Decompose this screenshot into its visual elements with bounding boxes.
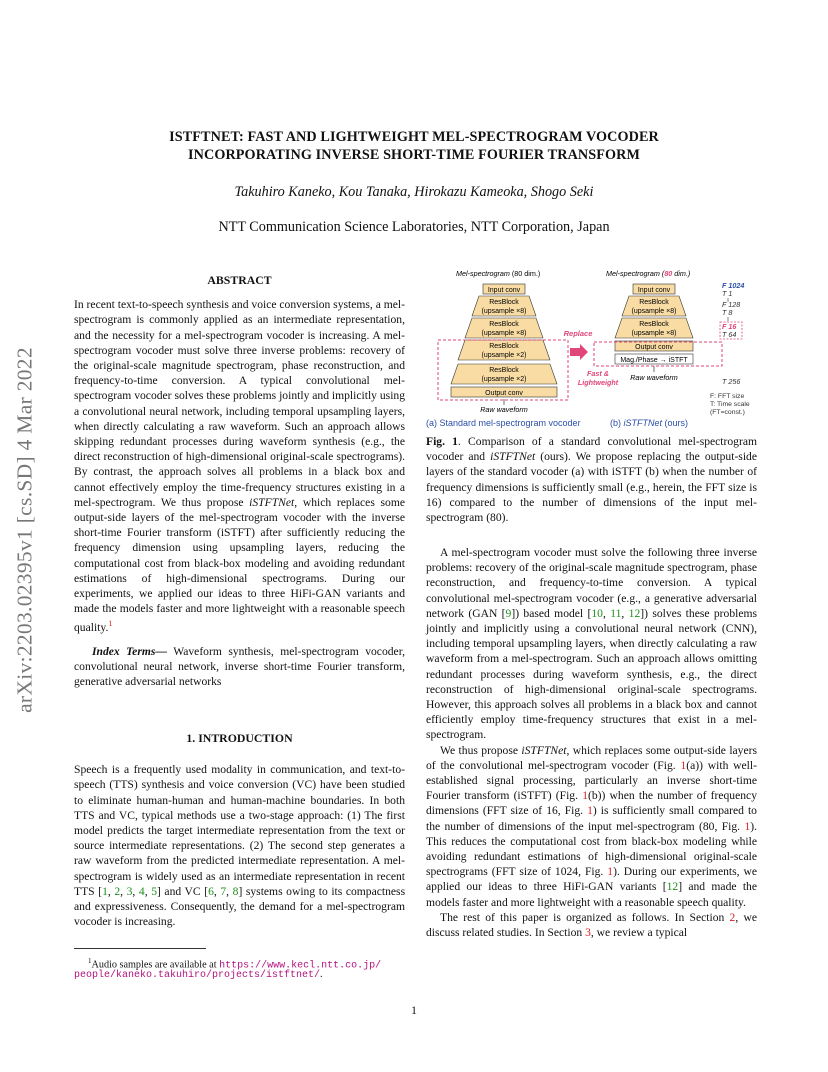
subfigure-b-caption: (b) iSTFTNet (ours): [610, 418, 689, 428]
intro-paragraph-2: A mel-spectrogram vocoder must solve the following three inverse problems: recovery of the original-scale magnitude spectrogram, phase reconstruction, and frequency-to-time conversion. A typical convolutional mel-spectrogram vocoder (e.g., a generative adversarial network (GAN [9]) based model [10, 11, 12]) solves these problems jointly and implicitly using a convolutional neural network (CNN), including temporal upsampling layers, when directly calculating a raw waveform from a mel-spectrogram. Such an approach allows omitting redundant processes during waveform synthesis, e.g., the direct reconstruction of high-dimensional original-scale spectrograms. However, this approach solves all problems in a black box and cannot efficiently employ time-frequency structures that exist in a mel-spectrogram.: [426, 546, 758, 742]
abstract-section: [74, 273, 405, 689]
citation-link[interactable]: 3: [126, 884, 133, 898]
svg-text:ResBlock: ResBlock: [489, 299, 519, 306]
arxiv-stamp: [10, 300, 40, 760]
footnote-continued: people/kaneko.takuhiro/projects/istftnet/.: [74, 969, 323, 981]
svg-text:T 64: T 64: [722, 330, 737, 339]
citation-link[interactable]: 4: [138, 884, 145, 898]
svg-text:(upsample ×8): (upsample ×8): [631, 308, 677, 315]
svg-text:ResBlock: ResBlock: [639, 321, 669, 328]
citation-link[interactable]: 10: [591, 606, 603, 620]
svg-text:(upsample ×8): (upsample ×8): [481, 330, 527, 337]
title-line-1: ISTFTNET: FAST AND LIGHTWEIGHT MEL-SPECTROGRAM VOCODER: [169, 129, 659, 145]
page-number: 1: [411, 1003, 417, 1017]
intro-paragraph-3: We thus propose iSTFTNet, which replaces some output-side layers of the convolutional mel-spectrogram vocoder (Fig. 1(a)) with well-established signal processing, particularly an inverse short-time Fourier transform (iSTFT) (Fig. 1(b)) when the number of frequency dimensions (FFT size of 16, Fig. 1) is sufficiently small compared to the number of dimensions of the input mel-spectrogram (80, Fig. 1). This reduces the computational cost from black-box modeling while avoiding redundant estimations of high-dimensional original-scale spectrograms (FFT size of 1024, Fig. 1). During our experiments, we applied our ideas to three HiFi-GAN variants [12] and made the models faster and more lightweight with a reasonable speech quality.: [426, 743, 757, 909]
svg-text:Output conv: Output conv: [635, 344, 673, 351]
svg-text:(FT=const.): (FT=const.): [710, 409, 745, 416]
svg-text:T: Time scale: T: Time scale: [710, 401, 750, 408]
section-ref-link[interactable]: 2: [729, 910, 736, 924]
svg-text:F 16: F 16: [722, 322, 737, 331]
figure-ref-link[interactable]: 1: [744, 819, 751, 833]
footnote: $^1$Audio samples are available at https://www.kecl.ntt.co.jp/: [88, 957, 382, 972]
footnote-rule: [74, 948, 206, 949]
svg-text:F 1024: F 1024: [722, 281, 745, 290]
svg-text:Output conv: Output conv: [485, 390, 523, 397]
svg-text:ResBlock: ResBlock: [489, 367, 519, 374]
mel-input-label-b: Mel-spectrogram (80 dim.): [606, 269, 691, 278]
figure-1-caption: Fig. 1. Comparison of a standard convolutional mel-spectrogram vocoder and iSTFTNet (ours). We propose replacing the output-side layers of the standard vocoder (a) with iSTFT (b) when the number of frequency dimensions is sufficiently small (e.g., herein, the FFT size is 16) compared to the number of dimensions of the input mel-spectrogram (80).: [426, 435, 757, 525]
svg-text:ResBlock: ResBlock: [489, 343, 519, 350]
citation-link[interactable]: 9: [505, 606, 512, 620]
figure-ref-link[interactable]: 1: [582, 789, 588, 803]
svg-text:(upsample ×8): (upsample ×8): [481, 308, 527, 315]
introduction-heading: 1. INTRODUCTION: [186, 731, 293, 745]
svg-text:T 256: T 256: [722, 377, 741, 386]
subfigure-a-caption: (a) Standard mel-spectrogram vocoder: [426, 418, 581, 428]
svg-text:ResBlock: ResBlock: [639, 299, 669, 306]
figure-1-diagram: [426, 266, 766, 432]
audio-samples-link[interactable]: https://www.kecl.ntt.co.jp/: [219, 960, 382, 972]
svg-text:(upsample ×8): (upsample ×8): [631, 330, 677, 337]
arxiv-id: arXiv:2203.02395v1 [cs.SD] 4 Mar 2022: [12, 347, 37, 713]
svg-text:Input conv: Input conv: [487, 287, 521, 294]
abstract-text: In recent text-to-speech synthesis and voice conversion systems, a mel-spectrogram is commonly applied as an intermediate representation, and the necessity for a mel-spectrogram vocoder is increasing. A mel-spectrogram vocoder must solve three inverse problems: recovery of the original-scale magnitude spectrogram, phase reconstruction, and frequency-to-time conversion. A typical convolutional mel-spectrogram vocoder solves these problems jointly and implicitly using a convolutional neural network, including temporal upsampling layers, when directly calculating a raw waveform. Such an approach allows skipping redundant processes during waveform synthesis (e.g., the direct reconstruction of high-dimensional original-scale spectrograms). By contrast, the approach solves all problems in a black box and cannot effectively employ the time-frequency structures existing in a mel-spectrogram. We thus propose iSTFTNet, which replaces some output-side layers of the mel-spectrogram vocoder with the inverse short-time Fourier transform (iSTFT) after sufficiently reducing the frequency dimension using upsampling layers, reducing the computational cost from black-box modeling and avoiding redundant estimations of high-dimensional spectrograms. During our experiments, we applied our ideas to three HiFi-GAN variants and made the models faster and more lightweight with a reasonable speech quality.$^1$: [74, 298, 406, 635]
fast-label: Fast &: [587, 369, 609, 378]
svg-text:Raw waveform: Raw waveform: [630, 373, 678, 382]
figure-ref-link[interactable]: 1: [680, 758, 687, 772]
intro-paragraph-1: Speech is a frequently used modality in communication, and text-to-speech (TTS) synthesis and voice conversion (VC) have been studied to eliminate human-human and human-machine boundaries. In both TTS and VC, typical methods use a two-stage approach: (1) The first model predicts the target intermediate representation from the text or source intermediate representations. (2) The second step generates a raw waveform from the predicted intermediate representation. A mel-spectrogram is widely used as an intermediate representation in recent TTS [1, 2, 3, 4, 5] and VC [6, 7, 8] systems owing to its compactness and expressiveness. Consequently, the demand for a mel-spectrogram vocoder is increasing.: [74, 763, 406, 929]
lightweight-label: Lightweight: [577, 378, 619, 387]
right-column-body: [426, 545, 757, 940]
svg-text:Mag./Phase → iSTFT: Mag./Phase → iSTFT: [620, 357, 688, 364]
figure-ref-link[interactable]: 1: [587, 804, 593, 818]
section-ref-link[interactable]: 3: [585, 926, 591, 940]
citation-link[interactable]: 7: [220, 884, 227, 898]
scale-column: [710, 281, 750, 416]
svg-text:Input conv: Input conv: [637, 287, 671, 294]
svg-text:Raw waveform: Raw waveform: [480, 405, 528, 414]
citation-link[interactable]: 12: [628, 606, 641, 620]
abstract-heading: ABSTRACT: [207, 273, 272, 287]
figure-ref-link[interactable]: 1: [607, 865, 614, 879]
footnote-mark-link[interactable]: 1: [108, 619, 113, 629]
intro-paragraph-4: The rest of this paper is organized as follows. In Section 2, we discuss related studies. In Section 3, we review a typical: [426, 910, 757, 940]
citation-link[interactable]: 5: [151, 884, 157, 898]
citation-link[interactable]: 12: [666, 880, 679, 894]
citation-link[interactable]: 8: [232, 884, 239, 898]
svg-text:(upsample ×2): (upsample ×2): [481, 352, 527, 359]
audio-samples-link-cont[interactable]: people/kaneko.takuhiro/projects/istftnet/: [74, 970, 321, 981]
title-line-2: INCORPORATING INVERSE SHORT-TIME FOURIER TRANSFORM: [188, 147, 640, 163]
authors: Takuhiro Kaneko, Kou Tanaka, Hirokazu Kameoka, Shogo Seki: [234, 184, 594, 200]
svg-text:(upsample ×2): (upsample ×2): [481, 376, 527, 383]
index-terms: Index Terms— Waveform synthesis, mel-spectrogram vocoder, convolutional neural network, inverse short-time Fourier transform, generative adversarial networks: [74, 644, 405, 688]
replace-arrow: [570, 344, 588, 360]
citation-link[interactable]: 2: [114, 884, 121, 898]
citation-link[interactable]: 11: [610, 606, 622, 620]
citation-link[interactable]: 1: [102, 884, 108, 898]
svg-text:F 128: F 128: [722, 300, 741, 309]
svg-text:F: FFT size: F: FFT size: [710, 393, 745, 400]
replace-label: Replace: [563, 329, 593, 338]
svg-text:ResBlock: ResBlock: [489, 321, 519, 328]
mel-input-label-a: Mel-spectrogram (80 dim.): [456, 269, 541, 278]
citation-link[interactable]: 6: [208, 884, 214, 898]
svg-text:T 8: T 8: [722, 308, 733, 317]
paper-title: [0, 128, 828, 164]
affiliation: NTT Communication Science Laboratories, NTT Corporation, Japan: [218, 219, 610, 235]
svg-text:T 1: T 1: [722, 289, 733, 298]
introduction-section: [74, 731, 405, 929]
